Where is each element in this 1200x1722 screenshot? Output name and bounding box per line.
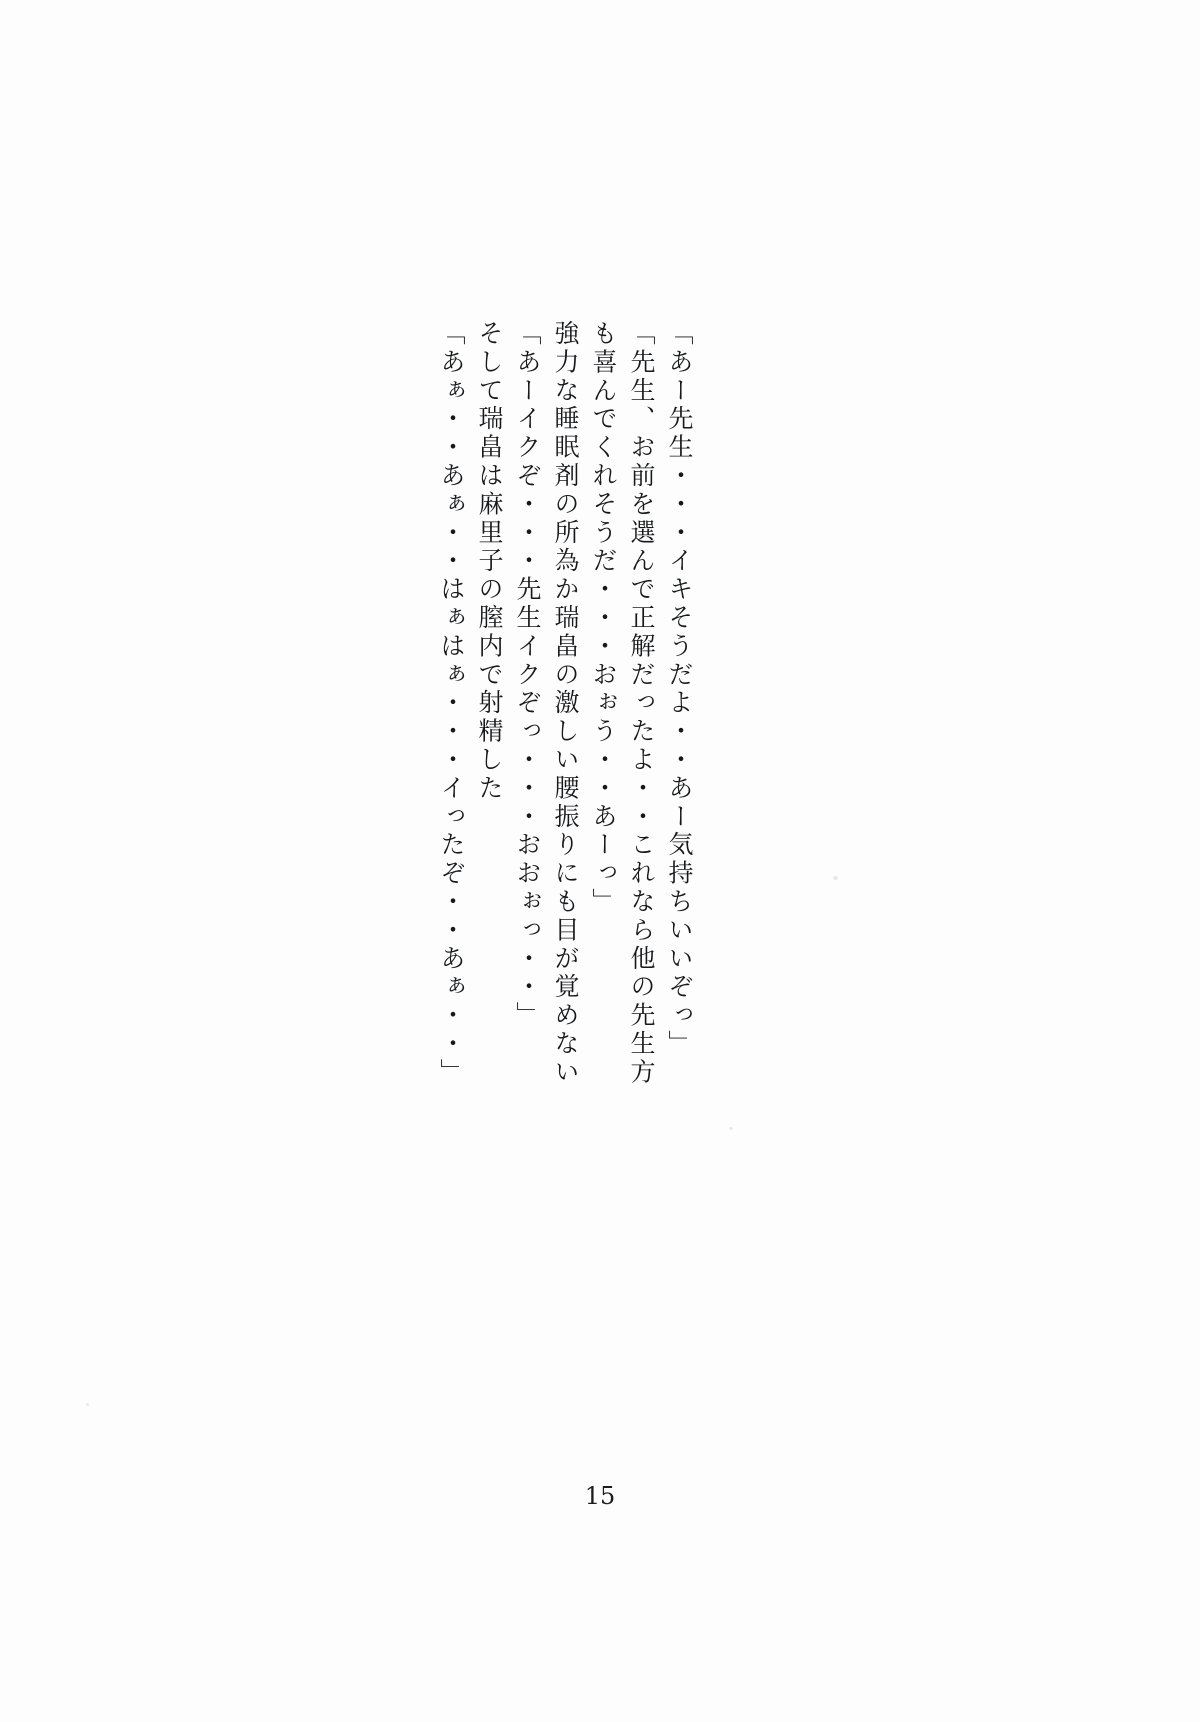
vertical-text-block	[0, 320, 1200, 1087]
text-line: そして瑞畠は麻里子の膣内で射精した	[475, 320, 504, 803]
text-line: 「あぁ・・あぁ・・はぁはぁ・・・イったぞ・・あぁ・・」	[437, 320, 466, 1087]
text-line: 「あーイクぞ・・・先生イクぞっ・・・おおぉっ・・」	[513, 320, 542, 1030]
page-number: 15	[584, 1482, 616, 1510]
text-line: 強力な睡眠剤の所為か瑞畠の激しい腰振りにも目が覚めない	[551, 320, 580, 1087]
text-line: 「あー先生・・・イキそうだよ・・あー気持ちいいぞっ」	[665, 320, 694, 1059]
paper-speckle	[729, 1127, 733, 1130]
text-line: 「先生、お前を選んで正解だったよ・・これなら他の先生方	[627, 320, 656, 1087]
paper-speckle	[86, 1403, 89, 1406]
text-line: も喜んでくれそうだ・・・おぉう・・あーっ」	[589, 320, 618, 917]
